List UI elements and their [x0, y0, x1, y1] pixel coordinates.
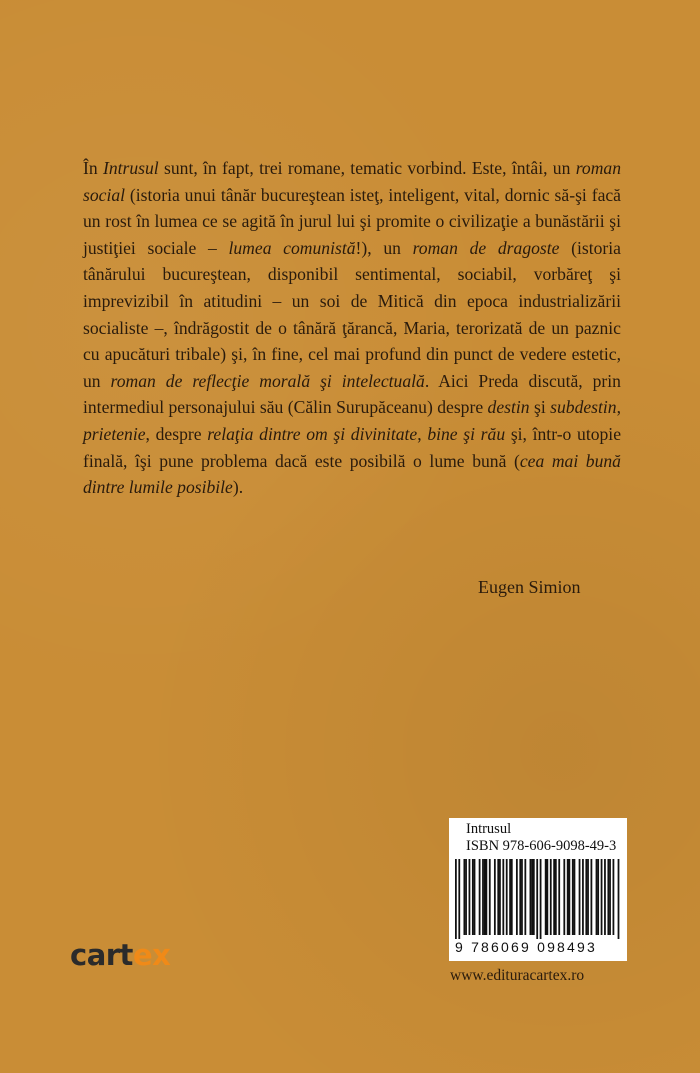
blurb-paragraph	[83, 155, 621, 501]
blurb-italic-text: bine şi rău	[427, 423, 506, 444]
barcode	[455, 859, 621, 939]
back-cover-blurb	[83, 155, 621, 501]
blurb-italic-text: roman de reflecţie morală şi intelectuală	[110, 370, 425, 391]
blurb-italic-text: subdestin	[550, 397, 617, 418]
blurb-italic-text: cea mai bună dintre lumile posibile	[83, 450, 621, 498]
blurb-text: ,	[417, 423, 428, 444]
isbn-book-title: Intrusul	[466, 821, 512, 837]
blurb-italic-text: roman de dragoste	[412, 237, 560, 258]
isbn-number: ISBN 978-606-9098-49-3	[466, 838, 617, 854]
blurb-text: În	[83, 158, 103, 178]
blurb-italic-text: prietenie	[83, 423, 146, 444]
publisher-logo: cartex	[70, 938, 171, 972]
blurb-text: şi	[529, 397, 551, 418]
publisher-logo-text: cart	[70, 938, 133, 972]
blurb-text: ).	[232, 477, 244, 498]
publisher-website: www.edituracartex.ro	[450, 967, 585, 984]
blurb-text: . Aici Preda discută, prin intermediul personajului său (Călin Surupăceanu) despre	[83, 370, 621, 418]
blurb-text: sunt, în fapt, trei romane, tematic vorbind. Este, întâi, un	[158, 158, 576, 178]
blurb-author: Eugen Simion	[478, 577, 581, 597]
blurb-text: (istoria tânărului bucureştean, disponibil sentimental, sociabil, vorbăreţ şi imprevizibil în atitudini – un soi de Mitică din epoca industrializării socialiste –, îndrăgostit de o tânără ţărancă, Maria, terorizată de un paznic cu apucături tribale) şi, în fine, cel mai profund din punct de vedere estetic, un	[83, 237, 621, 391]
blurb-text: , despre	[145, 423, 208, 444]
blurb-text: şi, într-o utopie finală, îşi pune problema dacă este posibilă o lume bună (	[83, 423, 622, 471]
blurb-italic-text: roman social	[83, 158, 621, 205]
blurb-italic-text: relaţia dintre om şi divinitate	[207, 423, 418, 444]
blurb-text: ,	[616, 397, 621, 418]
blurb-text: (istoria unui tânăr bucureştean isteţ, inteligent, vital, dornic să-şi facă un rost în lumea ce se agită în jurul lui şi promite o civilizaţie a bunăstării şi justiţiei sociale –	[83, 184, 621, 258]
blurb-italic-text: destin	[487, 397, 530, 418]
barcode-digits: 9 786069 098493	[455, 939, 597, 955]
blurb-text: !), un	[355, 237, 413, 258]
blurb-italic-text: Intrusul	[102, 158, 159, 178]
isbn-box	[449, 818, 627, 961]
blurb-italic-text: lumea comunistă	[228, 237, 356, 258]
